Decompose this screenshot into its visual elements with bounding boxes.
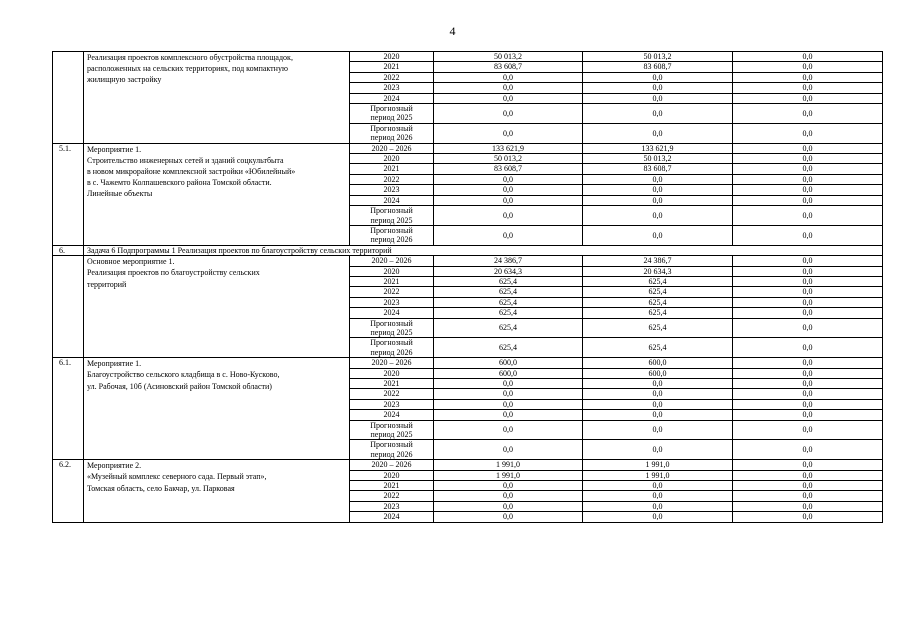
other-value: 0,0 xyxy=(733,308,883,318)
regional-value: 0,0 xyxy=(583,195,733,205)
regional-value: 0,0 xyxy=(583,123,733,143)
period-cell: 2022 xyxy=(350,174,434,184)
regional-value: 0,0 xyxy=(583,420,733,440)
regional-value: 83 608,7 xyxy=(583,164,733,174)
period-cell: 2024 xyxy=(350,512,434,522)
period-cell: 2021 xyxy=(350,379,434,389)
other-value: 0,0 xyxy=(733,154,883,164)
period-cell: 2020 xyxy=(350,266,434,276)
period-line: период 2026 xyxy=(370,347,413,357)
period-cell: 2024 xyxy=(350,410,434,420)
measure-name-line: Благоустройство сельского кладбища в с. Ново-Кусково, xyxy=(87,370,280,380)
regional-value: 0,0 xyxy=(583,185,733,195)
period-cell: 2022 xyxy=(350,389,434,399)
period-line: период 2025 xyxy=(370,215,413,225)
period-cell: 2024 xyxy=(350,308,434,318)
period-cell: 2021 xyxy=(350,62,434,72)
regional-value: 133 621,9 xyxy=(583,143,733,153)
period-line: период 2026 xyxy=(370,133,413,143)
total-value: 24 386,7 xyxy=(434,256,583,266)
regional-value: 1 991,0 xyxy=(583,470,733,480)
other-value: 0,0 xyxy=(733,143,883,153)
total-value: 1 991,0 xyxy=(434,460,583,470)
other-value: 0,0 xyxy=(733,93,883,103)
measure-name-line: Реализация проектов по благоустройству сельских xyxy=(87,268,260,278)
regional-value: 0,0 xyxy=(583,206,733,226)
other-value: 0,0 xyxy=(733,318,883,338)
regional-value: 0,0 xyxy=(583,410,733,420)
other-value: 0,0 xyxy=(733,440,883,460)
period-cell xyxy=(350,440,434,460)
total-value: 625,4 xyxy=(434,308,583,318)
total-value: 0,0 xyxy=(434,104,583,124)
total-value: 20 634,3 xyxy=(434,266,583,276)
measure-name-line: Мероприятие 1. xyxy=(87,359,142,369)
total-value: 0,0 xyxy=(434,491,583,501)
other-value: 0,0 xyxy=(733,256,883,266)
row-number xyxy=(53,256,84,358)
task-row xyxy=(53,245,883,255)
row-number: 5.1. xyxy=(53,143,84,245)
total-value: 0,0 xyxy=(434,501,583,511)
measure-name-line: в новом микрорайоне комплексной застройки «Юбилейный» xyxy=(87,167,296,177)
measure-name-line: территорий xyxy=(87,279,127,289)
regional-value: 0,0 xyxy=(583,399,733,409)
measure-name xyxy=(84,256,350,358)
measure-name-line: Строительство инженерных сетей и зданий соцкультбыта xyxy=(87,155,284,165)
total-value: 83 608,7 xyxy=(434,62,583,72)
other-value: 0,0 xyxy=(733,52,883,62)
regional-value: 0,0 xyxy=(583,491,733,501)
other-value: 0,0 xyxy=(733,276,883,286)
total-value: 625,4 xyxy=(434,297,583,307)
other-value: 0,0 xyxy=(733,338,883,358)
other-value: 0,0 xyxy=(733,206,883,226)
measure-name-line: в с. Чажемто Колпашевского района Томской области. xyxy=(87,178,272,188)
regional-value: 0,0 xyxy=(583,379,733,389)
measure-name-line: Реализация проектов комплексного обустройства площадок, xyxy=(87,53,293,62)
period-line: период 2025 xyxy=(370,113,413,123)
total-value: 625,4 xyxy=(434,276,583,286)
other-value: 0,0 xyxy=(733,174,883,184)
measure-name-line: жилищную застройку xyxy=(87,75,162,85)
total-value: 0,0 xyxy=(434,389,583,399)
other-value: 0,0 xyxy=(733,389,883,399)
period-cell: 2020 – 2026 xyxy=(350,143,434,153)
total-value: 50 013,2 xyxy=(434,52,583,62)
other-value: 0,0 xyxy=(733,72,883,82)
measure-name-line: Основное мероприятие 1. xyxy=(87,257,175,267)
total-value: 0,0 xyxy=(434,206,583,226)
other-value: 0,0 xyxy=(733,185,883,195)
period-line: Прогнозный xyxy=(370,123,413,133)
regional-value: 1 991,0 xyxy=(583,460,733,470)
regional-value: 0,0 xyxy=(583,225,733,245)
measure-name-line: Томская область, село Бакчар, ул. Парковая xyxy=(87,483,235,493)
other-value: 0,0 xyxy=(733,164,883,174)
other-value: 0,0 xyxy=(733,225,883,245)
period-cell: 2020 xyxy=(350,368,434,378)
total-value: 50 013,2 xyxy=(434,154,583,164)
measure-name xyxy=(84,143,350,245)
period-cell: 2021 xyxy=(350,481,434,491)
period-line: период 2025 xyxy=(370,430,413,440)
period-cell: 2023 xyxy=(350,297,434,307)
total-value: 0,0 xyxy=(434,123,583,143)
total-value: 1 991,0 xyxy=(434,470,583,480)
total-value: 0,0 xyxy=(434,410,583,420)
other-value: 0,0 xyxy=(733,460,883,470)
total-value: 133 621,9 xyxy=(434,143,583,153)
total-value: 0,0 xyxy=(434,399,583,409)
period-cell: 2023 xyxy=(350,501,434,511)
period-cell: 2021 xyxy=(350,164,434,174)
period-cell: 2023 xyxy=(350,185,434,195)
period-cell: 2023 xyxy=(350,399,434,409)
other-value: 0,0 xyxy=(733,358,883,368)
period-cell: 2021 xyxy=(350,276,434,286)
other-value: 0,0 xyxy=(733,368,883,378)
regional-value: 0,0 xyxy=(583,72,733,82)
period-cell xyxy=(350,225,434,245)
budget-table xyxy=(52,51,883,523)
total-value: 600,0 xyxy=(434,358,583,368)
regional-value: 0,0 xyxy=(583,440,733,460)
total-value: 625,4 xyxy=(434,318,583,338)
regional-value: 625,4 xyxy=(583,276,733,286)
measure-name-line: Линейные объекты xyxy=(87,189,153,199)
period-cell xyxy=(350,318,434,338)
period-cell: 2020 xyxy=(350,52,434,62)
row-number: 6. xyxy=(53,245,84,255)
other-value: 0,0 xyxy=(733,512,883,522)
regional-value: 0,0 xyxy=(583,174,733,184)
period-cell: 2020 xyxy=(350,470,434,480)
measure-name xyxy=(84,358,350,460)
measure-name-line: Мероприятие 2. xyxy=(87,461,142,471)
total-value: 0,0 xyxy=(434,481,583,491)
page-number: 4 xyxy=(449,24,456,38)
regional-value: 24 386,7 xyxy=(583,256,733,266)
period-line: Прогнозный xyxy=(370,318,413,328)
other-value: 0,0 xyxy=(733,491,883,501)
period-cell: 2020 – 2026 xyxy=(350,358,434,368)
measure-name xyxy=(84,460,350,522)
other-value: 0,0 xyxy=(733,195,883,205)
regional-value: 625,4 xyxy=(583,297,733,307)
regional-value: 625,4 xyxy=(583,308,733,318)
regional-value: 50 013,2 xyxy=(583,52,733,62)
regional-value: 600,0 xyxy=(583,358,733,368)
period-cell xyxy=(350,123,434,143)
other-value: 0,0 xyxy=(733,297,883,307)
period-cell: 2022 xyxy=(350,72,434,82)
total-value: 0,0 xyxy=(434,512,583,522)
other-value: 0,0 xyxy=(733,410,883,420)
other-value: 0,0 xyxy=(733,123,883,143)
period-line: период 2026 xyxy=(370,449,413,459)
total-value: 0,0 xyxy=(434,72,583,82)
table-row xyxy=(53,460,883,470)
table-row xyxy=(53,358,883,368)
regional-value: 20 634,3 xyxy=(583,266,733,276)
total-value: 0,0 xyxy=(434,379,583,389)
period-cell: 2024 xyxy=(350,195,434,205)
total-value: 0,0 xyxy=(434,185,583,195)
period-line: Прогнозный xyxy=(370,440,413,450)
period-cell: 2023 xyxy=(350,83,434,93)
measure-name-line: расположенных на сельских территориях, под компактную xyxy=(87,64,288,74)
other-value: 0,0 xyxy=(733,287,883,297)
regional-value: 625,4 xyxy=(583,338,733,358)
regional-value: 83 608,7 xyxy=(583,62,733,72)
period-line: период 2026 xyxy=(370,235,413,245)
total-value: 625,4 xyxy=(434,338,583,358)
total-value: 600,0 xyxy=(434,368,583,378)
total-value: 0,0 xyxy=(434,420,583,440)
measure-name-line: Мероприятие 1. xyxy=(87,144,142,154)
other-value: 0,0 xyxy=(733,266,883,276)
period-cell: 2024 xyxy=(350,93,434,103)
regional-value: 625,4 xyxy=(583,287,733,297)
regional-value: 0,0 xyxy=(583,83,733,93)
regional-value: 0,0 xyxy=(583,93,733,103)
period-line: Прогнозный xyxy=(370,206,413,216)
other-value: 0,0 xyxy=(733,470,883,480)
total-value: 0,0 xyxy=(434,440,583,460)
regional-value: 0,0 xyxy=(583,481,733,491)
total-value: 625,4 xyxy=(434,287,583,297)
regional-value: 0,0 xyxy=(583,104,733,124)
other-value: 0,0 xyxy=(733,62,883,72)
period-line: Прогнозный xyxy=(370,225,413,235)
period-cell: 2022 xyxy=(350,491,434,501)
other-value: 0,0 xyxy=(733,481,883,491)
table-row xyxy=(53,256,883,266)
regional-value: 0,0 xyxy=(583,512,733,522)
period-line: Прогнозный xyxy=(370,420,413,430)
regional-value: 625,4 xyxy=(583,318,733,338)
row-number xyxy=(53,52,84,144)
total-value: 0,0 xyxy=(434,93,583,103)
table-row xyxy=(53,143,883,153)
period-cell xyxy=(350,338,434,358)
task-title: Задача 6 Подпрограммы 1 Реализация проектов по благоустройству сельских территорий xyxy=(84,245,883,255)
total-value: 0,0 xyxy=(434,174,583,184)
period-cell: 2020 – 2026 xyxy=(350,256,434,266)
other-value: 0,0 xyxy=(733,501,883,511)
period-cell xyxy=(350,104,434,124)
period-line: Прогнозный xyxy=(370,338,413,348)
table-row xyxy=(53,52,883,62)
period-cell: 2020 – 2026 xyxy=(350,460,434,470)
other-value: 0,0 xyxy=(733,104,883,124)
other-value: 0,0 xyxy=(733,379,883,389)
other-value: 0,0 xyxy=(733,420,883,440)
regional-value: 50 013,2 xyxy=(583,154,733,164)
period-cell xyxy=(350,420,434,440)
period-cell: 2022 xyxy=(350,287,434,297)
total-value: 0,0 xyxy=(434,83,583,93)
row-number: 6.1. xyxy=(53,358,84,460)
measure-name-line: «Музейный комплекс северного сада. Первый этап», xyxy=(87,472,267,482)
measure-name xyxy=(84,52,350,144)
period-cell xyxy=(350,206,434,226)
total-value: 83 608,7 xyxy=(434,164,583,174)
total-value: 0,0 xyxy=(434,225,583,245)
other-value: 0,0 xyxy=(733,399,883,409)
regional-value: 600,0 xyxy=(583,368,733,378)
regional-value: 0,0 xyxy=(583,501,733,511)
total-value: 0,0 xyxy=(434,195,583,205)
other-value: 0,0 xyxy=(733,83,883,93)
period-cell: 2020 xyxy=(350,154,434,164)
period-line: период 2025 xyxy=(370,327,413,337)
measure-name-line: ул. Рабочая, 10б (Асиновский район Томской области) xyxy=(87,381,272,391)
period-line: Прогнозный xyxy=(370,104,413,114)
row-number: 6.2. xyxy=(53,460,84,522)
regional-value: 0,0 xyxy=(583,389,733,399)
